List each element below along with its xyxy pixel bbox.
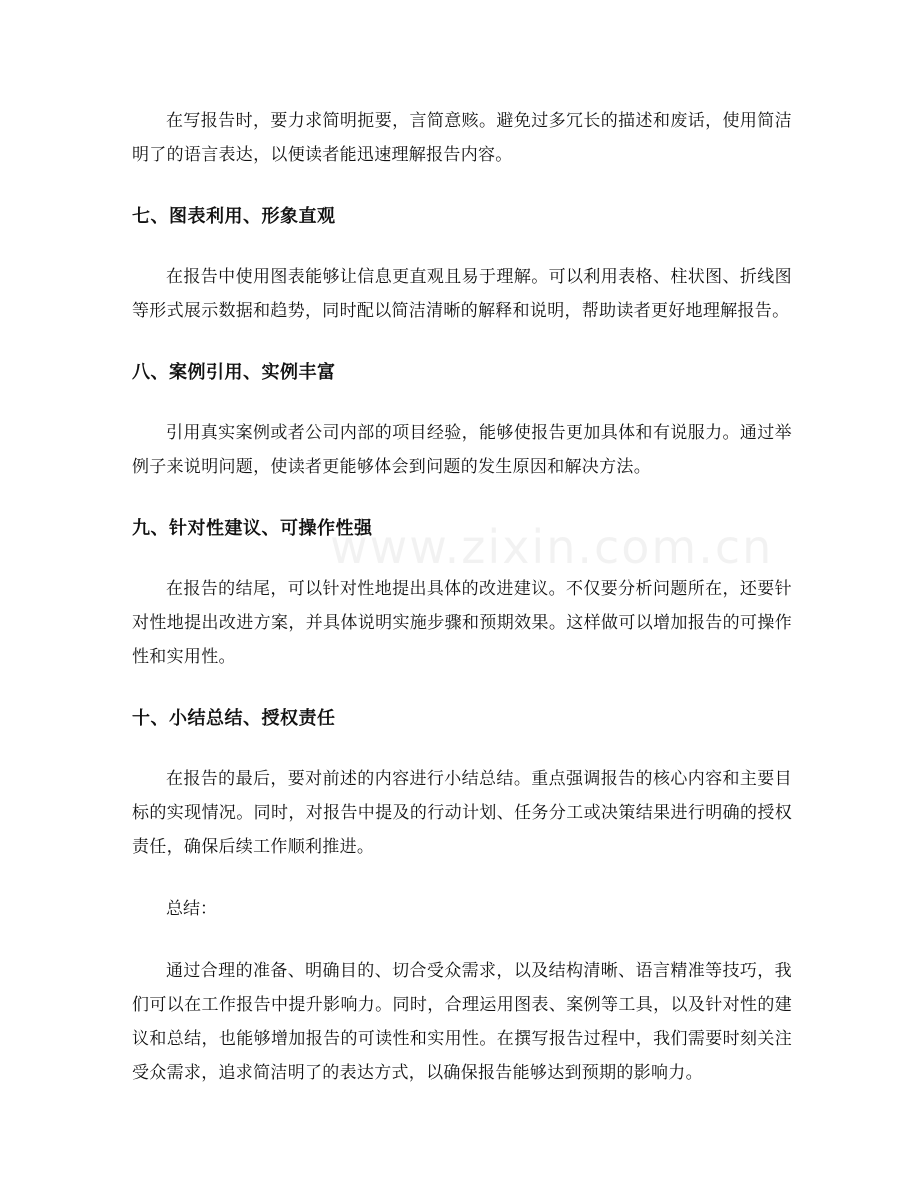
- section-9: [132, 512, 792, 674]
- section-7: [132, 200, 792, 328]
- section-10: [132, 702, 792, 864]
- summary-paragraph: 通过合理的准备、明确目的、切合受众需求，以及结构清晰、语言精准等技巧，我们可以在工作报告中提升影响力。同时，合理运用图表、案例等工具，以及针对性的建议和总结，也能够增加报告的可读性和实用性。在撰写报告过程中，我们需要时刻关注受众需求，追求简洁明了的表达方式，以确保报告能够达到预期的影响力。: [132, 961, 792, 1083]
- intro-paragraph: 在写报告时，要力求简明扼要，言简意赅。避免过多冗长的描述和废话，使用简洁明了的语言表达，以便读者能迅速理解报告内容。: [132, 111, 792, 165]
- summary-label: 总结：: [166, 899, 217, 919]
- section-heading: 十、小结总结、授权责任: [132, 708, 336, 729]
- document-body: [132, 104, 792, 1118]
- summary-section: [132, 892, 792, 1090]
- section-paragraph: 在报告中使用图表能够让信息更直观且易于理解。可以利用表格、柱状图、折线图等形式展示数据和趋势，同时配以简洁清晰的解释和说明，帮助读者更好地理解报告。: [132, 267, 792, 321]
- section-heading: 七、图表利用、形象直观: [132, 206, 336, 227]
- section-paragraph: 在报告的结尾，可以针对性地提出具体的改进建议。不仅要分析问题所在，还要针对性地提出改进方案，并具体说明实施步骤和预期效果。这样做可以增加报告的可操作性和实用性。: [132, 579, 792, 667]
- watermark: www.zixin.com.cn: [330, 520, 774, 574]
- section-paragraph: 引用真实案例或者公司内部的项目经验，能够使报告更加具体和有说服力。通过举例子来说明问题，使读者更能够体会到问题的发生原因和解决方法。: [132, 423, 792, 477]
- section-heading: 九、针对性建议、可操作性强: [132, 518, 373, 539]
- section-paragraph: 在报告的最后，要对前述的内容进行小结总结。重点强调报告的核心内容和主要目标的实现情况。同时，对报告中提及的行动计划、任务分工或决策结果进行明确的授权责任，确保后续工作顺利推进。: [132, 769, 792, 857]
- section-8: [132, 356, 792, 484]
- section-heading: 八、案例引用、实例丰富: [132, 362, 336, 383]
